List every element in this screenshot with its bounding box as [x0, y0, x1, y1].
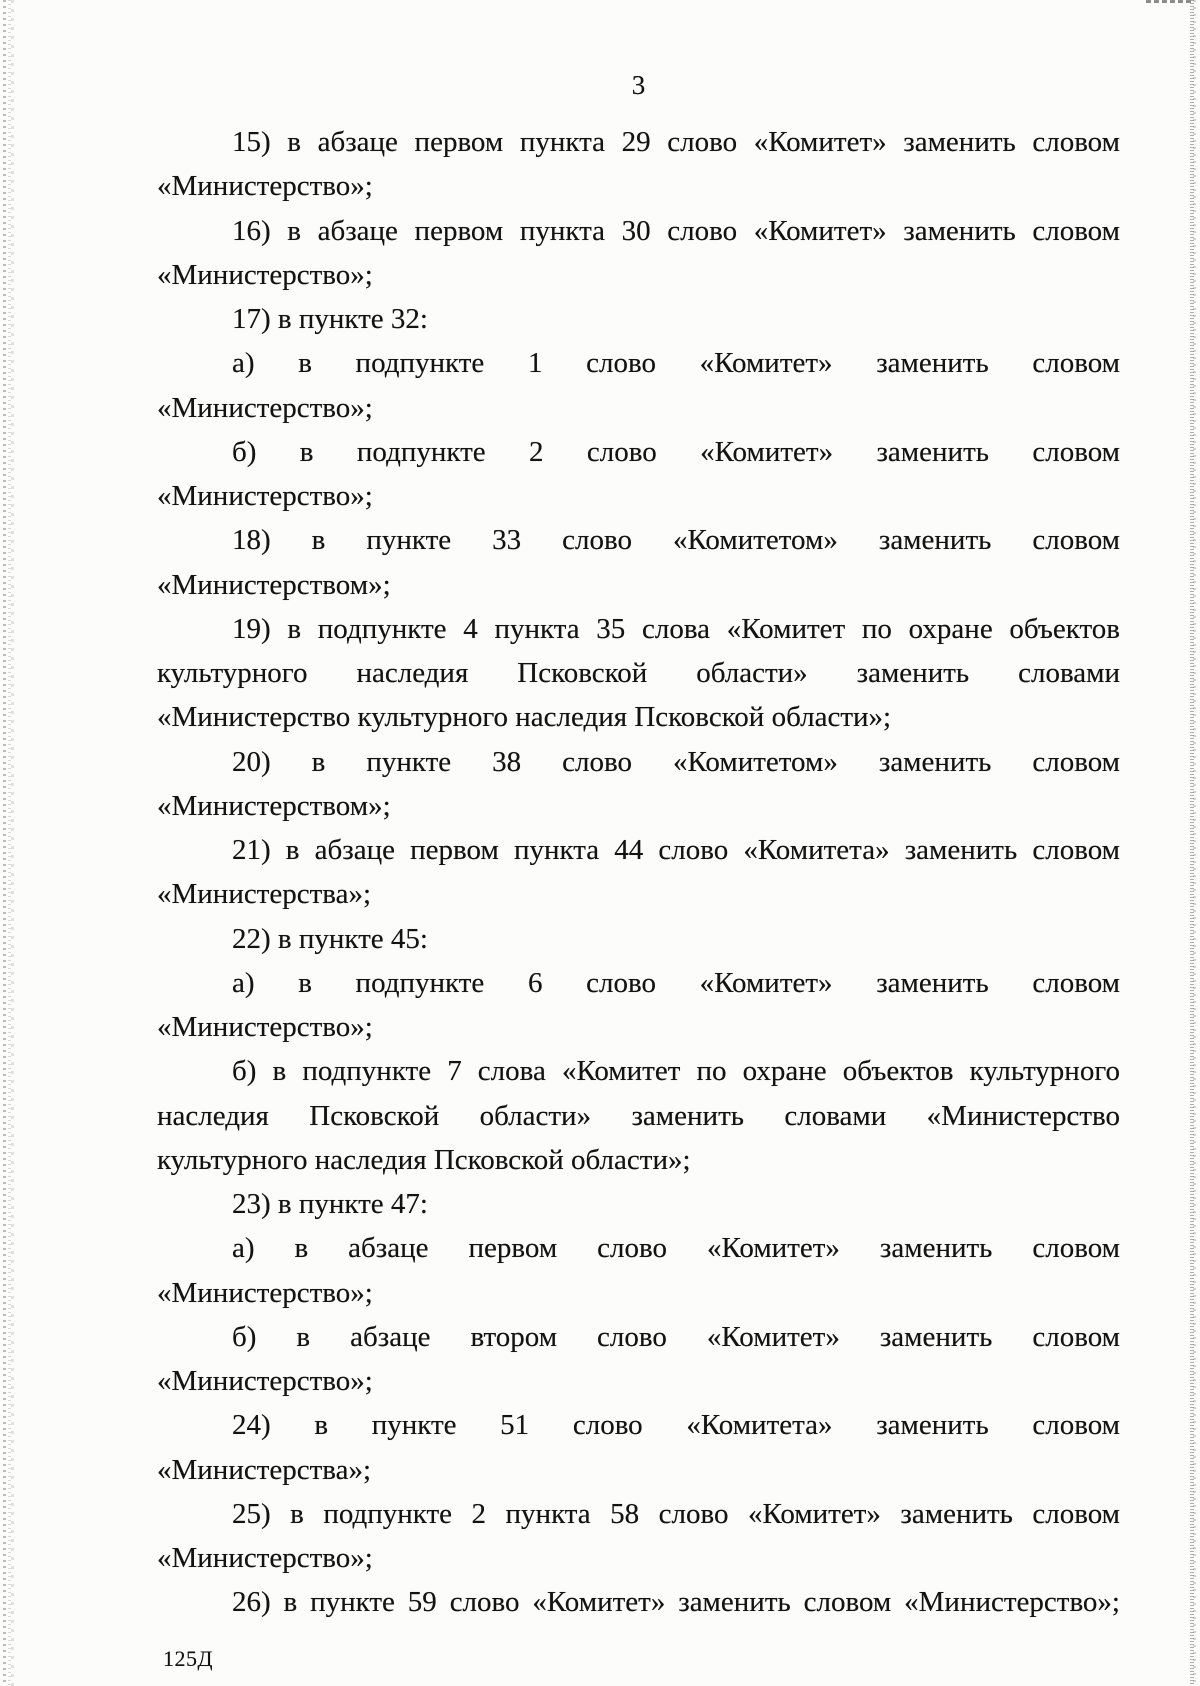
scan-artifact-top-dash	[1146, 0, 1193, 3]
text-line: «Министерство»;	[157, 170, 373, 203]
text-line: 18) в пункте 33 слово «Комитетом» заменить словом	[232, 524, 1120, 557]
text-line: а) в подпункте 1 слово «Комитет» заменить словом	[232, 347, 1120, 380]
text-line: «Министерство»;	[157, 1276, 373, 1309]
text-line: 26) в пункте 59 слово «Комитет» заменить словом «Министерство»;	[232, 1586, 1120, 1619]
text-line: «Министерство»;	[157, 258, 373, 291]
scan-noise-right-edge	[1188, 0, 1197, 1686]
document-code: 125Д	[163, 1646, 214, 1671]
text-line: 15) в абзаце первом пункта 29 слово «Комитет» заменить словом	[232, 126, 1120, 158]
text-line: «Министерства»;	[157, 1453, 372, 1486]
text-line: культурного наследия Псковской области» заменить словами	[157, 657, 1120, 689]
text-line: 23) в пункте 47:	[232, 1188, 428, 1220]
text-line: «Министерство»;	[157, 1542, 373, 1574]
text-line: 17) в пункте 32:	[232, 303, 428, 335]
scan-noise-left-edge	[1, 0, 14, 1686]
text-line: «Министерства»;	[157, 878, 372, 911]
text-line: 20) в пункте 38 слово «Комитетом» заменить словом	[232, 745, 1120, 778]
text-line: «Министерство»;	[157, 1365, 373, 1397]
text-line: «Министерством»;	[157, 568, 391, 601]
text-line: б) в абзаце втором слово «Комитет» заменить словом	[232, 1320, 1120, 1353]
text-line: «Министерство»;	[157, 1011, 373, 1043]
text-line: а) в абзаце первом слово «Комитет» заменить словом	[232, 1232, 1120, 1265]
text-line: 16) в абзаце первом пункта 30 слово «Комитет» заменить словом	[232, 214, 1120, 247]
text-line: 19) в подпункте 4 пункта 35 слова «Комитет по охране объектов	[232, 612, 1120, 645]
text-line: «Министерством»;	[157, 789, 391, 822]
text-line: 24) в пункте 51 слово «Комитета» заменить словом	[232, 1409, 1120, 1442]
text-line: «Министерство культурного наследия Псковской области»;	[157, 701, 892, 734]
text-line: «Министерство»;	[157, 391, 373, 424]
text-line: б) в подпункте 7 слова «Комитет по охране объектов культурного	[232, 1055, 1120, 1088]
text-line: культурного наследия Псковской области»;	[157, 1143, 691, 1176]
document-body	[157, 120, 1120, 1625]
page-number: 3	[631, 70, 646, 100]
text-line: 25) в подпункте 2 пункта 58 слово «Комитет» заменить словом	[232, 1497, 1120, 1530]
text-line: 21) в абзаце первом пункта 44 слово «Комитета» заменить словом	[232, 834, 1120, 866]
text-line: 22) в пункте 45:	[232, 922, 428, 955]
text-line: а) в подпункте 6 слово «Комитет» заменить словом	[232, 966, 1120, 999]
text-line: «Министерство»;	[157, 480, 373, 512]
text-line: б) в подпункте 2 слово «Комитет» заменить словом	[232, 435, 1120, 468]
text-line: наследия Псковской области» заменить словами «Министерство	[157, 1099, 1120, 1132]
